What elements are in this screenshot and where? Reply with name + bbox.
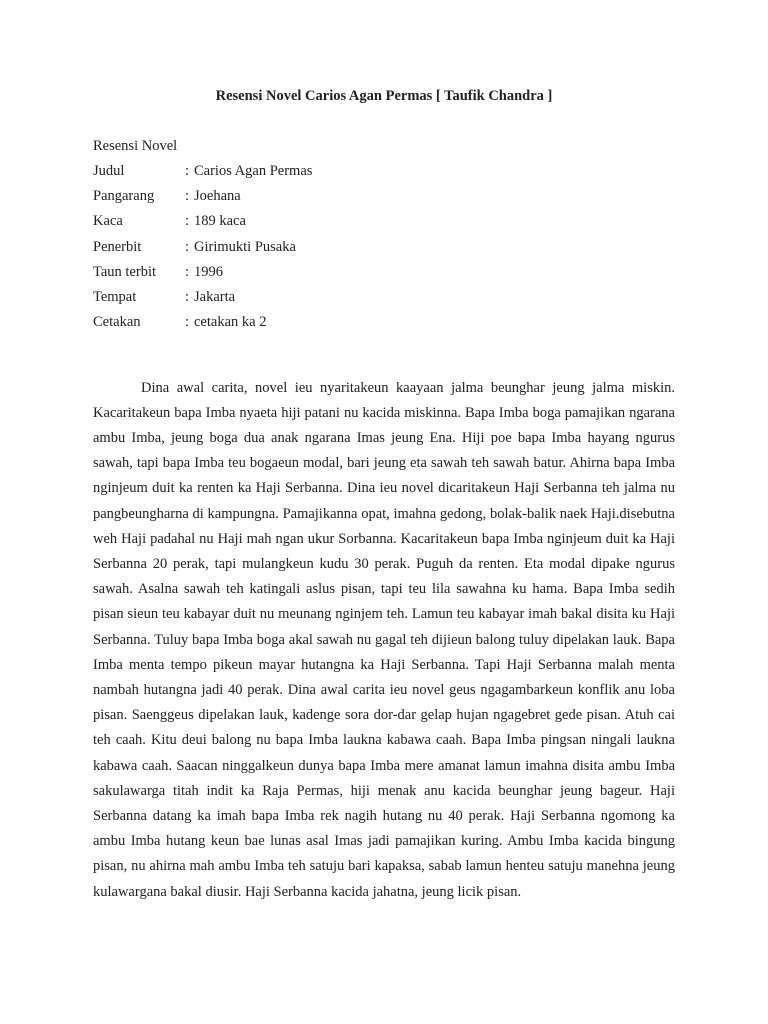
- metadata-row-cetakan: [93, 312, 593, 337]
- document-title: Resensi Novel Carios Agan Permas [ Taufik Chandra ]: [215, 88, 553, 104]
- metadata-separator: :: [185, 163, 190, 179]
- metadata-value: cetakan ka 2: [194, 314, 267, 331]
- metadata-value: Carios Agan Permas: [194, 163, 313, 179]
- metadata-list: [93, 161, 593, 337]
- metadata-value: 189 kaca: [194, 213, 246, 230]
- metadata-key: Taun terbit: [93, 263, 157, 280]
- metadata-key: Kaca: [93, 213, 123, 230]
- metadata-row-judul: [93, 161, 593, 186]
- metadata-row-tempat: [93, 287, 593, 312]
- metadata-key: Tempat: [93, 288, 137, 305]
- metadata-row-taun-terbit: [93, 262, 593, 287]
- metadata-separator: :: [185, 188, 190, 205]
- body-paragraph: Dina awal carita, novel ieu nyaritakeun kaayaan jalma beunghar jeung jalma miskin. Kacaritakeun bapa Imba nyaeta hiji patani nu kacida miskinna. Bapa Imba boga pamajikan ngarana ambu Imba, jeung boga dua anak ngarana Imas jeung Ena. Hiji poe bapa Imba hayang ngurus sawah, tapi bapa Imba teu bogaeun modal, bari jeung eta sawah teh sawah batur. Ahirna bapa Imba nginjeum duit ka renten ka Haji Serbanna. Dina ieu novel dicaritakeun Haji Serbanna teh jalma nu pangbeungharna di kampungna. Pamajikanna opat, imahna gedong, bolak-balik naek Haji.disebutna weh Haji padahal nu Haji mah ngan ukur Sorbanna. Kacaritakeun bapa Imba nginjeum duit ka Haji Serbanna 20 perak, tapi mulangkeun kudu 30 perak. Puguh da renten. Eta modal dipake ngurus sawah. Asalna sawah teh katingali aslus pisan, tapi teu lila sawahna ku hama. Bapa Imba sedih pisan sieun teu kabayar duit nu meunang nginjem teh. Lamun teu kabayar imah bakal disita ku Haji Serbanna. Tuluy bapa Imba boga akal sawah nu gagal teh dijieun balong tuluy dipelakan lauk. Bapa Imba menta tempo pikeun mayar hutangna ka Haji Serbanna. Tapi Haji Serbanna malah menta nambah hutangna jadi 40 perak. Dina awal carita ieu novel geus ngagambarkeun konflik anu loba pisan. Saenggeus dipelakan lauk, kadenge sora dor-dar gelap hujan ngagebret gede pisan. Atuh cai teh caah. Kitu deui balong nu bapa Imba laukna kabawa caah. Bapa Imba pingsan ningali laukna kabawa caah. Saacan ninggalkeun dunya bapa Imba mere amanat lamun imahna disita ambu Imba sakulawarga titah indit ka Raja Permas, hiji menak anu kacida beunghar jeung bageur. Haji Serbanna datang ka imah bapa Imba rek nagih hutang nu 40 perak. Haji Serbanna ngomong ka ambu Imba hutang keun bae lunas asal Imas jadi pamajikan kuring. Ambu Imba kacida bingung pisan, nu ahirna mah ambu Imba teh satuju bari kapaksa, sabab lamun henteu satuju manehna jeung kulawargana bakal diusir. Haji Serbanna kacida jahatna, jeung licik pisan.: [93, 379, 675, 900]
- metadata-separator: :: [185, 314, 190, 331]
- metadata-separator: :: [185, 238, 190, 255]
- metadata-value: 1996: [194, 263, 223, 280]
- metadata-row-kaca: [93, 211, 593, 236]
- metadata-separator: :: [185, 263, 190, 280]
- metadata-separator: :: [185, 213, 190, 230]
- metadata-value: Girimukti Pusaka: [194, 238, 296, 255]
- metadata-key: Judul: [93, 163, 125, 179]
- metadata-row-pangarang: [93, 186, 593, 211]
- metadata-row-penerbit: [93, 237, 593, 262]
- metadata-value: Joehana: [194, 188, 241, 205]
- metadata-separator: :: [185, 288, 190, 305]
- metadata-key: Cetakan: [93, 314, 141, 331]
- metadata-key: Pangarang: [93, 188, 155, 205]
- metadata-value: Jakarta: [194, 288, 236, 305]
- section-label: Resensi Novel: [93, 138, 178, 154]
- metadata-key: Penerbit: [93, 238, 142, 255]
